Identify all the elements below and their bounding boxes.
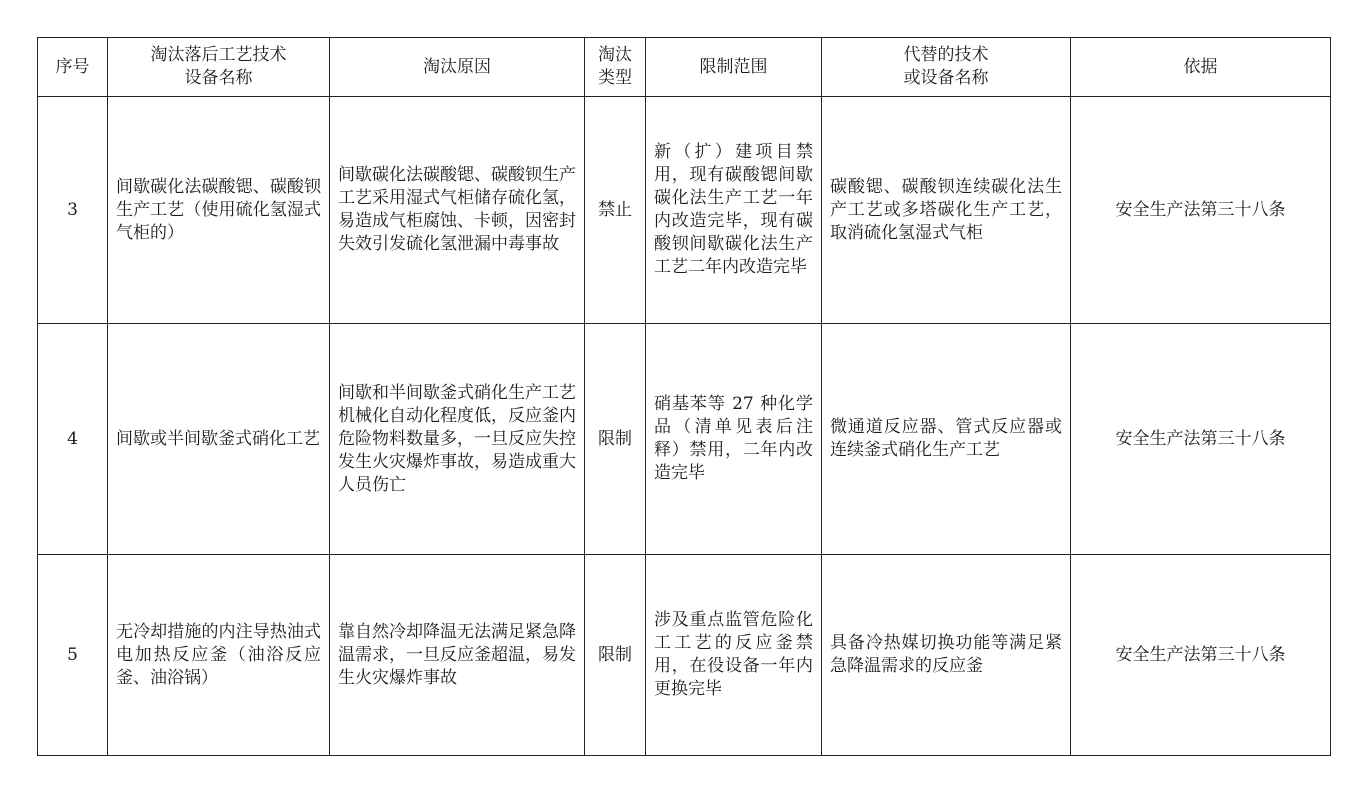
header-replacement-line1: 代替的技术 xyxy=(903,45,989,65)
row-serial-no: 4 xyxy=(38,324,108,555)
row-scope: 新（扩）建项目禁用，现有碳酸锶间歇碳化法生产工艺一年内改造完毕，现有碳酸钡间歇碳化法生产工艺二年内改造完毕 xyxy=(646,97,822,324)
row-scope: 涉及重点监管危险化工工艺的反应釜禁用，在役设备一年内更换完毕 xyxy=(646,555,822,756)
row-process-name: 间歇碳化法碳酸锶、碳酸钡生产工艺（使用硫化氢湿式气柜的） xyxy=(108,97,330,324)
header-process-name xyxy=(108,38,330,97)
header-type-line2: 类型 xyxy=(598,68,632,88)
table-row xyxy=(38,555,1331,756)
row-reason: 间歇和半间歇釜式硝化生产工艺机械化自动化程度低，反应釜内危险物料数量多，一旦反应失控发生火灾爆炸事故，易造成重大人员伤亡 xyxy=(330,324,585,555)
header-row xyxy=(38,38,1331,97)
row-basis: 安全生产法第三十八条 xyxy=(1071,97,1331,324)
elimination-table xyxy=(37,37,1331,756)
row-reason: 间歇碳化法碳酸锶、碳酸钡生产工艺采用湿式气柜储存硫化氢，易造成气柜腐蚀、卡顿，因密封失效引发硫化氢泄漏中毒事故 xyxy=(330,97,585,324)
row-basis: 安全生产法第三十八条 xyxy=(1071,555,1331,756)
header-serial-no: 序号 xyxy=(38,38,108,97)
row-replacement: 碳酸锶、碳酸钡连续碳化法生产工艺或多塔碳化生产工艺，取消硫化氢湿式气柜 xyxy=(822,97,1071,324)
row-scope: 硝基苯等 27 种化学品（清单见表后注释）禁用，二年内改造完毕 xyxy=(646,324,822,555)
header-process-name-line2: 设备名称 xyxy=(184,68,253,88)
header-scope: 限制范围 xyxy=(646,38,822,97)
row-replacement: 微通道反应器、管式反应器或连续釜式硝化生产工艺 xyxy=(822,324,1071,555)
row-type: 限制 xyxy=(585,555,646,756)
row-replacement: 具备冷热媒切换功能等满足紧急降温需求的反应釜 xyxy=(822,555,1071,756)
row-reason: 靠自然冷却降温无法满足紧急降温需求，一旦反应釜超温，易发生火灾爆炸事故 xyxy=(330,555,585,756)
header-type xyxy=(585,38,646,97)
header-replacement xyxy=(822,38,1071,97)
header-reason: 淘汰原因 xyxy=(330,38,585,97)
header-basis: 依据 xyxy=(1071,38,1331,97)
table-row xyxy=(38,97,1331,324)
header-replacement-line2: 或设备名称 xyxy=(903,68,989,88)
header-type-line1: 淘汰 xyxy=(598,45,632,65)
row-type: 限制 xyxy=(585,324,646,555)
row-basis: 安全生产法第三十八条 xyxy=(1071,324,1331,555)
row-serial-no: 5 xyxy=(38,555,108,756)
row-type: 禁止 xyxy=(585,97,646,324)
row-process-name: 无冷却措施的内注导热油式电加热反应釜（油浴反应釜、油浴锅） xyxy=(108,555,330,756)
header-process-name-line1: 淘汰落后工艺技术 xyxy=(150,45,287,65)
row-process-name: 间歇或半间歇釜式硝化工艺 xyxy=(108,324,330,555)
table-row xyxy=(38,324,1331,555)
row-serial-no: 3 xyxy=(38,97,108,324)
